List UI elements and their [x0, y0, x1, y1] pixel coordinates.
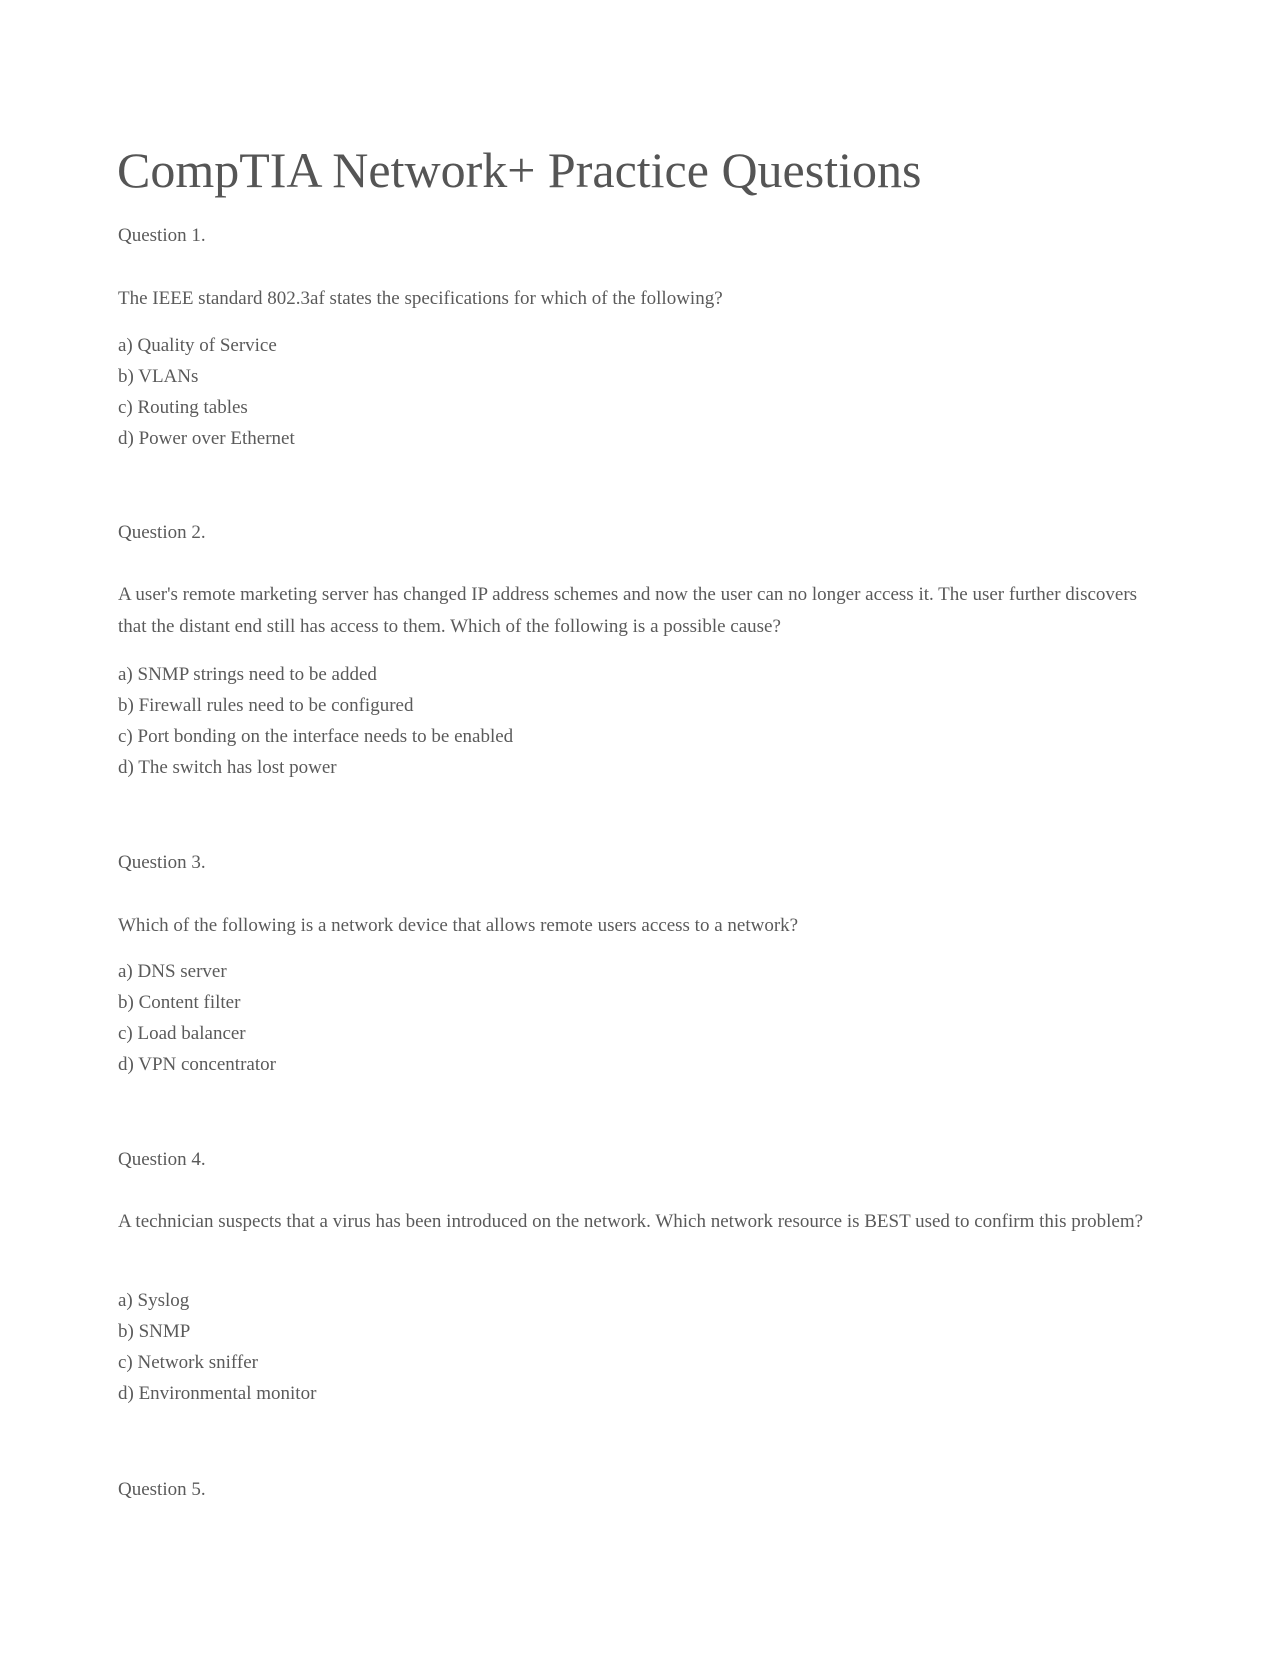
question-3-option-a: a) DNS server	[118, 961, 227, 982]
question-2-option-d: d) The switch has lost power	[118, 757, 337, 778]
question-2-option-c: c) Port bonding on the interface needs to be enabled	[118, 726, 514, 747]
question-1-options	[118, 330, 295, 454]
question-2-text: A user's remote marketing server has changed IP address schemes and now the user can no longer access it. The user further discovers that the distant end still has access to them. Which of the following is a possible cause?	[118, 584, 1138, 637]
question-4-option-a: a) Syslog	[118, 1290, 190, 1311]
question-2-label: Question 2.	[118, 522, 206, 543]
question-1-option-b: b) VLANs	[118, 366, 199, 387]
question-3-option-c: c) Load balancer	[118, 1023, 246, 1044]
question-3-option-d: d) VPN concentrator	[118, 1054, 276, 1075]
question-3-label: Question 3.	[118, 852, 206, 873]
question-2-options	[118, 659, 513, 783]
question-1-option-d: d) Power over Ethernet	[118, 428, 295, 449]
question-5-label: Question 5.	[118, 1479, 206, 1500]
question-1-option-a: a) Quality of Service	[118, 335, 277, 356]
question-3-option-b: b) Content filter	[118, 992, 241, 1013]
question-1-text: The IEEE standard 802.3af states the specifications for which of the following?	[118, 288, 723, 309]
question-2-option-b: b) Firewall rules need to be configured	[118, 695, 414, 716]
page-title: CompTIA Network+ Practice Questions	[117, 142, 922, 198]
question-3-text: Which of the following is a network device that allows remote users access to a network?	[118, 915, 799, 936]
question-4-label: Question 4.	[118, 1149, 206, 1170]
question-1-label: Question 1.	[118, 225, 206, 246]
question-4-option-c: c) Network sniffer	[118, 1352, 258, 1373]
question-4-option-b: b) SNMP	[118, 1321, 191, 1342]
question-1-option-c: c) Routing tables	[118, 397, 248, 418]
question-4-options	[118, 1285, 316, 1409]
question-3-options	[118, 956, 276, 1080]
question-4-option-d: d) Environmental monitor	[118, 1383, 317, 1404]
question-4-text: A technician suspects that a virus has been introduced on the network. Which network resource is BEST used to confirm this problem?	[118, 1211, 1144, 1232]
question-2-option-a: a) SNMP strings need to be added	[118, 664, 377, 685]
